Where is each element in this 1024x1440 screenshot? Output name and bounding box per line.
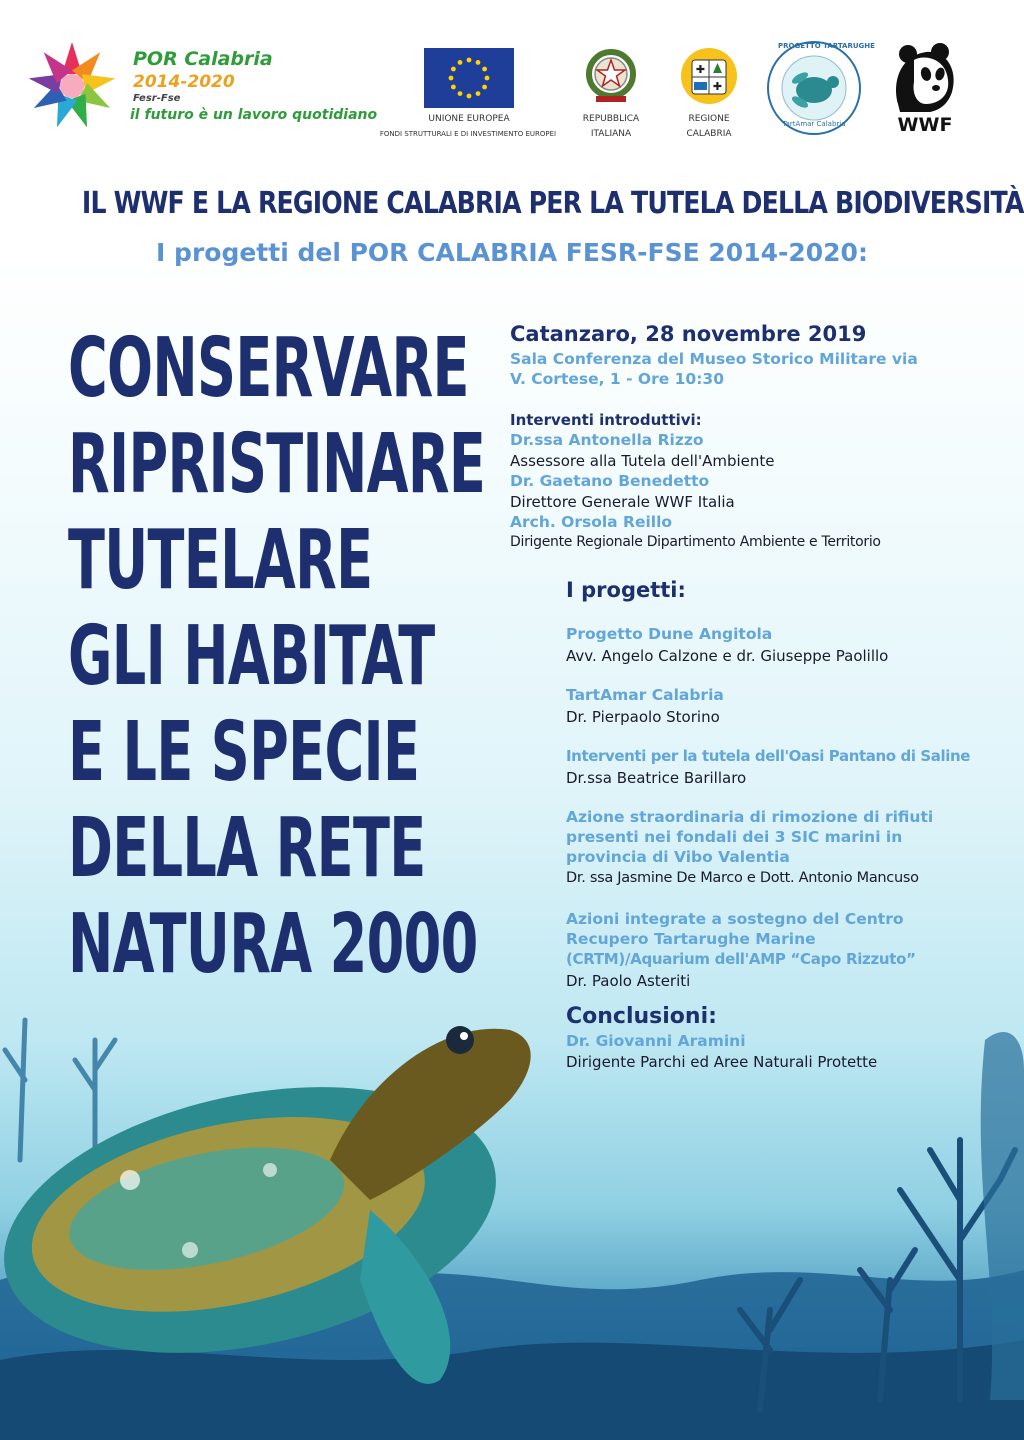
big-word-4: GLI HABITAT <box>68 609 435 704</box>
por-fund: Fesr-Fse <box>133 93 181 104</box>
event-venue-line-2: V. Cortese, 1 - Ore 10:30 <box>510 370 724 388</box>
project-title: Progetto Dune Angitola <box>566 625 773 643</box>
project-title: (CRTM)/Aquarium dell'AMP “Capo Rizzuto” <box>566 950 916 968</box>
event-date: Catanzaro, 28 novembre 2019 <box>510 322 867 346</box>
subtitle: I progetti del POR CALABRIA FESR-FSE 2014-2020: <box>156 238 868 267</box>
project-title: TartAmar Calabria <box>566 686 724 704</box>
project-people: Dr. ssa Jasmine De Marco e Dott. Antonio Mancuso <box>566 870 919 886</box>
repubblica-caption-2: ITALIANA <box>590 129 632 139</box>
tartarughe-bottom-text: TartAmar Calabria <box>782 120 846 128</box>
intro-speaker-role: Direttore Generale WWF Italia <box>510 493 735 511</box>
big-word-2: RIPRISTINARE <box>68 417 486 512</box>
regione-caption-2: CALABRIA <box>686 129 732 139</box>
por-logo <box>26 40 122 132</box>
big-word-5: E LE SPECIE <box>68 705 420 800</box>
project-title: Interventi per la tutela dell'Oasi Pantano di Saline <box>566 747 971 765</box>
svg-text:✚: ✚ <box>712 80 723 93</box>
intro-speaker-name: Dr. Gaetano Benedetto <box>510 472 710 490</box>
intro-speaker-name: Arch. Orsola Reillo <box>510 513 673 531</box>
por-title: POR Calabria <box>133 48 273 70</box>
coral-left <box>5 1020 115 1160</box>
intro-speaker-name: Dr.ssa Antonella Rizzo <box>510 431 704 449</box>
por-flower-icon <box>26 40 122 132</box>
underwater-illustration <box>0 980 1024 1440</box>
regione-caption-1: REGIONE <box>688 114 730 124</box>
main-title: IL WWF E LA REGIONE CALABRIA PER LA TUTELA DELLA BIODIVERSITÀ <box>81 186 1024 221</box>
svg-text:✚: ✚ <box>695 63 706 76</box>
project-title: presenti nei fondali dei 3 SIC marini in <box>566 828 903 846</box>
emblem-star-icon <box>582 44 640 108</box>
seabed-dark-shape <box>0 1340 1024 1440</box>
wwf-logo <box>890 42 960 120</box>
big-word-3: TUTELARE <box>68 513 373 608</box>
project-title: provincia di Vibo Valentia <box>566 848 790 866</box>
regione-logo <box>680 44 738 108</box>
big-word-7: NATURA 2000 <box>68 897 478 992</box>
repubblica-caption-1: REPUBBLICA <box>582 114 640 124</box>
conclusions-role: Dirigente Parchi ed Aree Naturali Protette <box>566 1053 878 1071</box>
event-venue-line-1: Sala Conferenza del Museo Storico Militare via <box>510 350 918 368</box>
por-motto: il futuro è un lavoro quotidiano <box>130 107 378 123</box>
panda-icon <box>890 42 960 120</box>
eu-flag-logo <box>424 48 514 108</box>
project-people: Dr. Paolo Asteriti <box>566 972 691 990</box>
por-years: 2014-2020 <box>133 72 235 92</box>
big-word-6: DELLA RETE <box>68 801 426 896</box>
repubblica-emblem <box>582 44 640 108</box>
conclusions-name: Dr. Giovanni Aramini <box>566 1032 746 1050</box>
regione-shield-icon <box>680 44 738 108</box>
project-title: Recupero Tartarughe Marine <box>566 930 816 948</box>
intro-heading: Interventi introduttivi: <box>510 411 702 429</box>
wwf-label: WWF <box>897 114 953 136</box>
project-people: Dr. Pierpaolo Storino <box>566 708 720 726</box>
intro-speaker-role: Assessore alla Tutela dell'Ambiente <box>510 452 775 470</box>
big-word-1: CONSERVARE <box>68 321 469 416</box>
project-people: Dr.ssa Beatrice Barillaro <box>566 769 747 787</box>
conclusions-heading: Conclusioni: <box>566 1004 717 1029</box>
eu-caption-1: UNIONE EUROPEA <box>428 114 510 124</box>
intro-speaker-role: Dirigente Regionale Dipartimento Ambiente e Territorio <box>510 534 881 550</box>
tartarughe-top-text: PROGETTO TARTARUGHE <box>778 42 875 50</box>
eu-caption-2: FONDI STRUTTURALI E DI INVESTIMENTO EUROPEI <box>379 130 557 138</box>
projects-heading: I progetti: <box>566 578 686 602</box>
project-title: Azione straordinaria di rimozione di rifiuti <box>566 808 934 826</box>
project-people: Avv. Angelo Calzone e dr. Giuseppe Paolillo <box>566 647 889 665</box>
project-title: Azioni integrate a sostegno del Centro <box>566 910 904 928</box>
eu-stars-icon <box>424 48 514 108</box>
